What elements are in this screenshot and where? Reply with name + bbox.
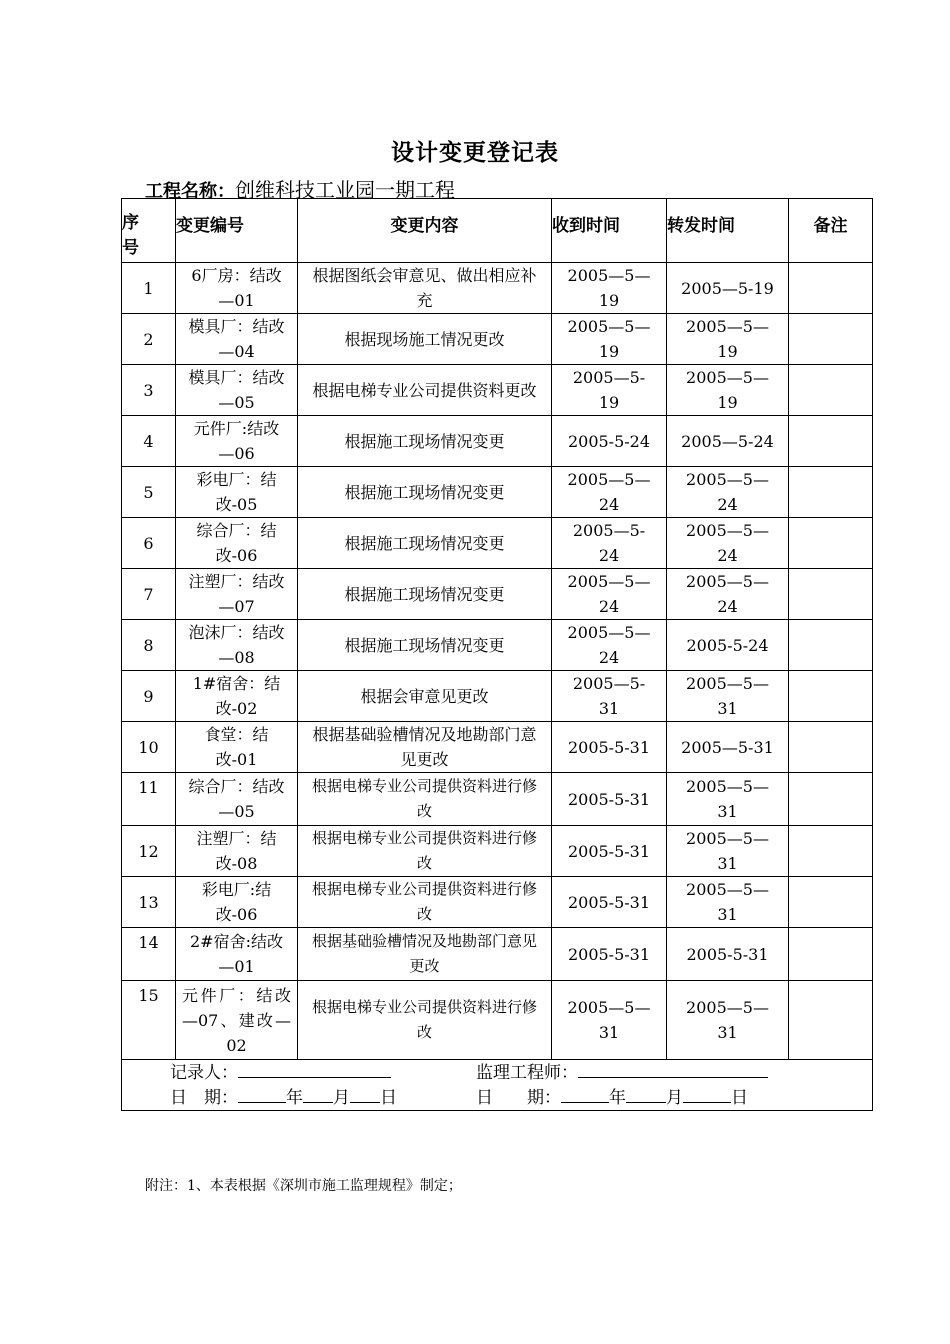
row-code: 模具厂：结改—05	[176, 365, 298, 416]
day-label-right: 日	[731, 1088, 748, 1108]
row-no: 11	[122, 773, 176, 826]
row-forwarded: 2005—5—19	[667, 365, 789, 416]
row-received: 2005—5—24	[552, 467, 667, 518]
row-no: 13	[122, 877, 176, 928]
footnote: 附注：1、本表根据《深圳市施工监理规程》制定；	[145, 1178, 462, 1194]
row-received: 2005-5-24	[552, 416, 667, 467]
row-forwarded: 2005—5—31	[667, 671, 789, 722]
row-content: 根据电梯专业公司提供资料进行修改	[298, 773, 552, 826]
row-no: 2	[122, 314, 176, 365]
row-content: 根据施工现场情况变更	[298, 569, 552, 620]
row-received: 2005—5—24	[552, 620, 667, 671]
header-code: 变更编号	[176, 199, 298, 263]
row-received: 2005—5-31	[552, 671, 667, 722]
signoff-cell	[122, 1060, 873, 1111]
project-label: 工程名称：	[145, 181, 235, 202]
table-row	[122, 671, 873, 722]
header-content: 变更内容	[298, 199, 552, 263]
row-content: 根据施工现场情况变更	[298, 620, 552, 671]
row-content: 根据基础验槽情况及地勘部门意见更改	[298, 722, 552, 773]
row-code: 综合厂：结改—05	[176, 773, 298, 826]
row-content: 根据现场施工情况更改	[298, 314, 552, 365]
signoff-row	[122, 1060, 873, 1111]
row-code: 综合厂：结改-06	[176, 518, 298, 569]
row-content: 根据电梯专业公司提供资料进行修改	[298, 826, 552, 877]
row-forwarded: 2005—5—24	[667, 518, 789, 569]
page-title: 设计变更登记表	[391, 140, 559, 166]
row-remarks	[789, 981, 873, 1060]
row-forwarded: 2005-5-31	[667, 928, 789, 981]
month-blank-left[interactable]	[303, 1085, 333, 1103]
row-content: 根据施工现场情况变更	[298, 518, 552, 569]
row-code: 元件厂:结改—06	[176, 416, 298, 467]
row-forwarded: 2005—5—31	[667, 877, 789, 928]
row-content: 根据会审意见更改	[298, 671, 552, 722]
row-code: 模具厂：结改—04	[176, 314, 298, 365]
row-forwarded: 2005—5-31	[667, 722, 789, 773]
date-label-right: 日 期：	[476, 1088, 561, 1108]
row-remarks	[789, 263, 873, 314]
recorder-label: 记录人：	[170, 1063, 238, 1083]
date-line-right	[476, 1085, 748, 1111]
date-label-left: 日 期：	[170, 1088, 238, 1108]
year-blank-left[interactable]	[238, 1085, 286, 1103]
table-row	[122, 467, 873, 518]
row-code: 彩电厂：结改-05	[176, 467, 298, 518]
row-forwarded: 2005—5—31	[667, 981, 789, 1060]
row-code: 元件厂：结改—07、建改—02	[176, 981, 298, 1060]
row-remarks	[789, 671, 873, 722]
row-remarks	[789, 314, 873, 365]
row-no: 8	[122, 620, 176, 671]
row-no: 3	[122, 365, 176, 416]
row-code: 食堂：结改-01	[176, 722, 298, 773]
day-blank-right[interactable]	[683, 1085, 731, 1103]
header-received: 收到时间	[552, 199, 667, 263]
table-row	[122, 263, 873, 314]
table-header-row	[122, 199, 873, 263]
row-content: 根据电梯专业公司提供资料进行修改	[298, 981, 552, 1060]
row-remarks	[789, 569, 873, 620]
row-remarks	[789, 518, 873, 569]
row-no: 9	[122, 671, 176, 722]
row-no: 7	[122, 569, 176, 620]
day-blank-left[interactable]	[350, 1085, 380, 1103]
row-forwarded: 2005—5-24	[667, 416, 789, 467]
month-blank-right[interactable]	[626, 1085, 666, 1103]
row-remarks	[789, 467, 873, 518]
row-content: 根据施工现场情况变更	[298, 467, 552, 518]
recorder-line	[170, 1060, 391, 1086]
row-no: 12	[122, 826, 176, 877]
project-name: 创维科技工业园一期工程	[235, 178, 455, 202]
row-code: 泡沫厂：结改—08	[176, 620, 298, 671]
engineer-line	[476, 1060, 768, 1086]
row-received: 2005—5—24	[552, 569, 667, 620]
row-received: 2005—5-19	[552, 365, 667, 416]
table-row	[122, 826, 873, 877]
row-received: 2005-5-31	[552, 773, 667, 826]
header-remarks: 备注	[789, 199, 873, 263]
row-no: 15	[122, 981, 176, 1060]
row-forwarded: 2005-5-24	[667, 620, 789, 671]
row-remarks	[789, 826, 873, 877]
table-row	[122, 928, 873, 981]
year-blank-right[interactable]	[561, 1085, 609, 1103]
row-code: 注塑厂：结改-08	[176, 826, 298, 877]
date-line-left	[170, 1085, 397, 1111]
header-forwarded: 转发时间	[667, 199, 789, 263]
row-no: 5	[122, 467, 176, 518]
change-register-table	[121, 198, 873, 1111]
row-received: 2005—5—19	[552, 314, 667, 365]
row-content: 根据施工现场情况变更	[298, 416, 552, 467]
month-label-right: 月	[666, 1088, 683, 1108]
month-label-left: 月	[333, 1088, 350, 1108]
row-code: 6厂房：结改—01	[176, 263, 298, 314]
table-row	[122, 365, 873, 416]
table-row	[122, 722, 873, 773]
row-code: 1#宿舍：结改-02	[176, 671, 298, 722]
row-remarks	[789, 928, 873, 981]
row-received: 2005-5-31	[552, 722, 667, 773]
row-no: 4	[122, 416, 176, 467]
engineer-label: 监理工程师：	[476, 1063, 578, 1083]
row-no: 10	[122, 722, 176, 773]
table-row	[122, 877, 873, 928]
table-row	[122, 314, 873, 365]
row-received: 2005—5-24	[552, 518, 667, 569]
engineer-blank[interactable]	[578, 1060, 768, 1078]
year-label-right: 年	[609, 1088, 626, 1108]
row-content: 根据电梯专业公司提供资料更改	[298, 365, 552, 416]
row-received: 2005-5-31	[552, 826, 667, 877]
row-remarks	[789, 773, 873, 826]
table-row	[122, 569, 873, 620]
row-forwarded: 2005—5—19	[667, 314, 789, 365]
row-remarks	[789, 877, 873, 928]
table-row	[122, 518, 873, 569]
header-no: 序号	[122, 199, 176, 263]
recorder-blank[interactable]	[238, 1060, 391, 1078]
day-label-left: 日	[380, 1088, 397, 1108]
row-forwarded: 2005—5—24	[667, 569, 789, 620]
row-received: 2005—5—31	[552, 981, 667, 1060]
table-row	[122, 773, 873, 826]
row-forwarded: 2005—5—31	[667, 826, 789, 877]
row-code: 彩电厂:结改-06	[176, 877, 298, 928]
row-forwarded: 2005—5—24	[667, 467, 789, 518]
row-no: 6	[122, 518, 176, 569]
row-content: 根据电梯专业公司提供资料进行修改	[298, 877, 552, 928]
row-forwarded: 2005—5—31	[667, 773, 789, 826]
row-received: 2005—5—19	[552, 263, 667, 314]
table-row	[122, 981, 873, 1060]
table-row	[122, 416, 873, 467]
year-label-left: 年	[286, 1088, 303, 1108]
row-content: 根据图纸会审意见、做出相应补充	[298, 263, 552, 314]
row-remarks	[789, 620, 873, 671]
row-remarks	[789, 722, 873, 773]
row-code: 注塑厂：结改—07	[176, 569, 298, 620]
row-no: 1	[122, 263, 176, 314]
row-forwarded: 2005—5-19	[667, 263, 789, 314]
row-received: 2005-5-31	[552, 877, 667, 928]
row-no: 14	[122, 928, 176, 981]
row-content: 根据基础验槽情况及地勘部门意见更改	[298, 928, 552, 981]
row-received: 2005-5-31	[552, 928, 667, 981]
table-row	[122, 620, 873, 671]
row-remarks	[789, 365, 873, 416]
row-remarks	[789, 416, 873, 467]
row-code: 2#宿舍:结改—01	[176, 928, 298, 981]
